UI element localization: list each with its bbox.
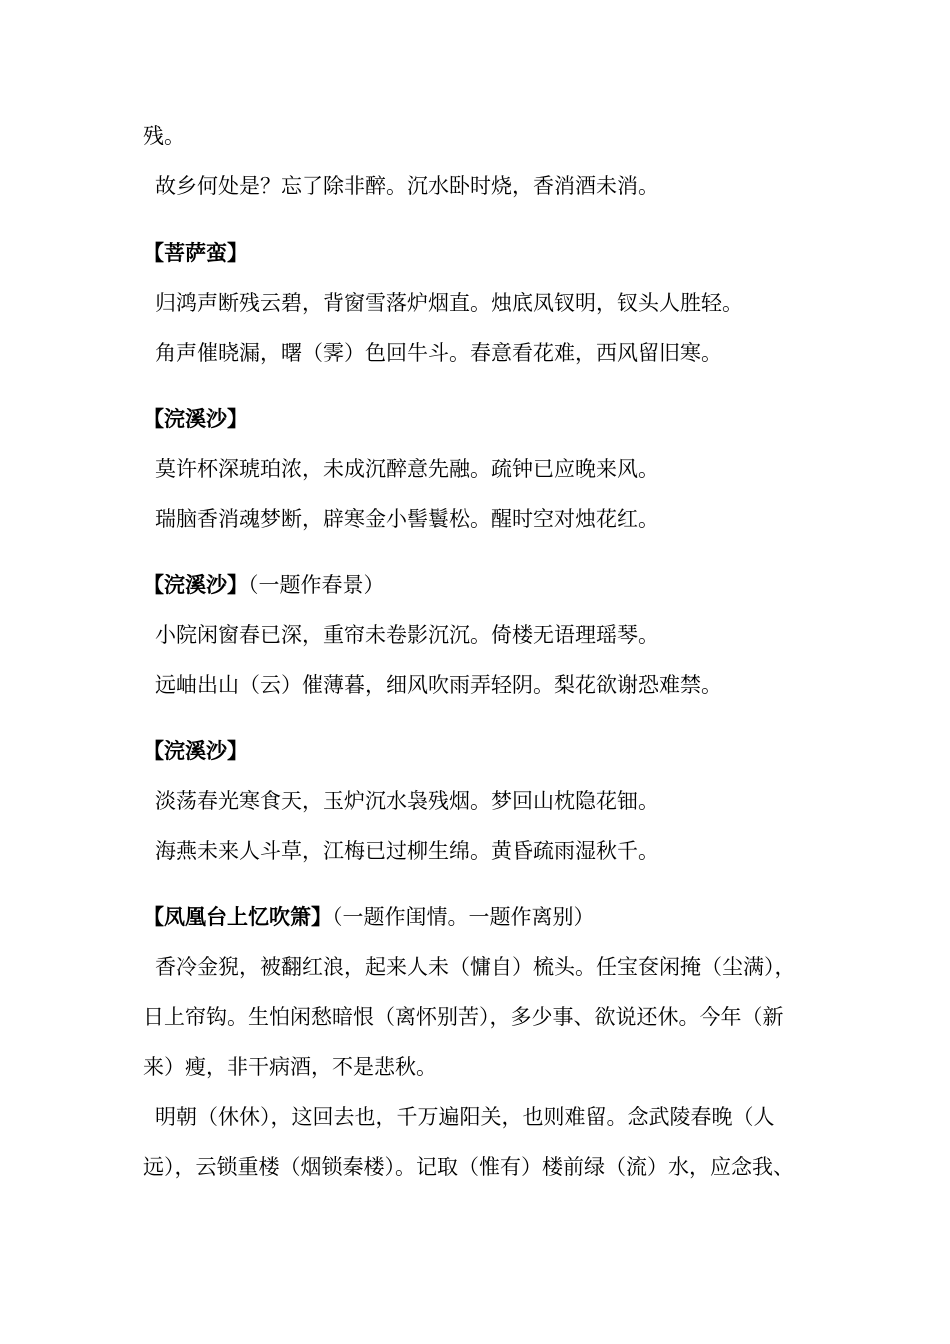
text-line: 淡荡春光寒食天，玉炉沉水袅残烟。梦回山枕隐花钿。 — [155, 789, 659, 813]
section-heading — [143, 902, 595, 932]
section-heading — [143, 404, 248, 434]
text-line: 海燕未来人斗草，江梅已过柳生绵。黄昏疏雨湿秋千。 — [155, 839, 659, 863]
heading-title: 【凤凰台上忆吹箫】 — [143, 904, 332, 929]
text-line: 远），云锁重楼（烟锁秦楼）。记取（惟有）楼前绿（流）水，应念我、 — [143, 1155, 794, 1179]
text-line: 故乡何处是？忘了除非醉。沉水卧时烧，香消酒未消。 — [155, 174, 659, 198]
text-line: 远岫出山（云）催薄暮，细风吹雨弄轻阴。梨花欲谢恐难禁。 — [155, 673, 722, 697]
section-heading — [143, 238, 248, 268]
heading-note: （一题作春景） — [248, 573, 385, 597]
heading-title: 【菩萨蛮】 — [143, 240, 248, 265]
heading-note: （一题作闺情。一题作离别） — [332, 905, 595, 929]
heading-title: 【浣溪沙】 — [143, 738, 248, 763]
text-line: 小院闲窗春已深，重帘未卷影沉沉。倚楼无语理瑶琴。 — [155, 623, 659, 647]
text-line: 角声催晓漏，曙（霁）色回牛斗。春意看花难，西风留旧寒。 — [155, 341, 722, 365]
heading-title: 【浣溪沙】 — [143, 572, 248, 597]
text-line: 明朝（休休），这回去也，千万遍阳关，也则难留。念武陵春晚（人 — [155, 1105, 775, 1129]
heading-title: 【浣溪沙】 — [143, 406, 248, 431]
section-heading — [143, 736, 248, 766]
section-heading — [143, 570, 385, 600]
text-line: 来）瘦，非干病酒，不是悲秋。 — [143, 1055, 437, 1079]
text-line: 残。 — [143, 124, 185, 148]
text-line: 莫许杯深琥珀浓，未成沉醉意先融。疏钟已应晚来风。 — [155, 457, 659, 481]
text-line: 香冷金猊，被翻红浪，起来人未（慵自）梳头。任宝奁闲掩（尘满）， — [155, 955, 796, 979]
text-line: 瑞脑香消魂梦断，辟寒金小髻鬟松。醒时空对烛花红。 — [155, 507, 659, 531]
text-line: 归鸿声断残云碧，背窗雪落炉烟直。烛底凤钗明，钗头人胜轻。 — [155, 291, 743, 315]
text-line: 日上帘钩。生怕闲愁暗恨（离怀别苦），多少事、欲说还休。今年（新 — [143, 1005, 784, 1029]
